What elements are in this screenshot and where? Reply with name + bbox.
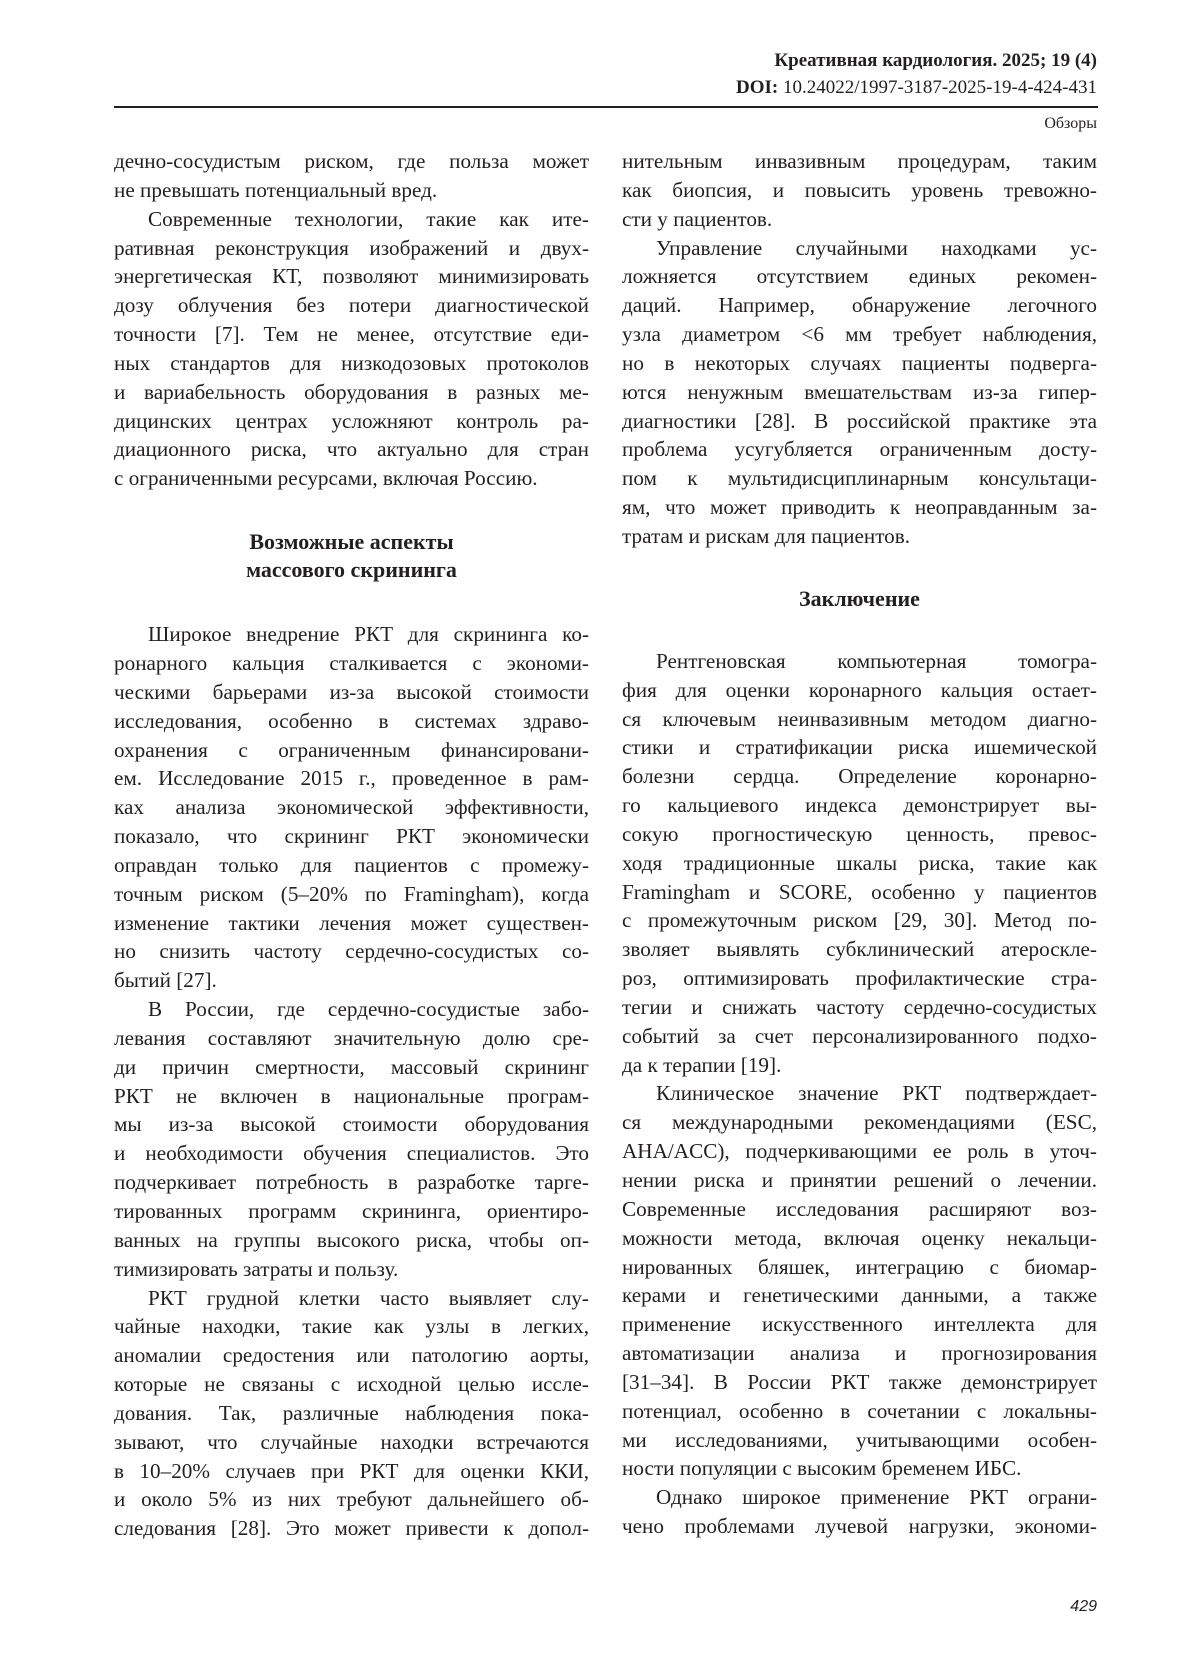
text-line: не превышать потенциальный вред. [114,177,438,202]
text-line: оправдан только для пациентов с промежу- [114,852,589,877]
text-line: тимизировать затраты и пользу. [114,1256,399,1281]
text-line: дозу облучения без потери диагностической [114,293,589,318]
paragraph [114,995,589,1283]
section-heading-line: Возможные аспекты [249,529,454,555]
text-line: ди причин смертности, массовый скрининг [114,1054,589,1079]
text-line: Рентгеновская компьютерная томогра- [656,648,1097,673]
text-line: исследования, особенно в системах здраво- [114,708,589,733]
doi [736,77,1097,99]
text-line: в 10–20% случаев при РКТ для оценки ККИ, [114,1458,589,1483]
section-heading [114,528,589,584]
text-line: потенциал, особенно в сочетании с локальны- [622,1398,1097,1423]
text-line: проблема усугубляется ограниченным досту- [622,437,1097,462]
text-line: керами и генетическими данными, а также [622,1283,1097,1308]
text-line: ронарного кальция сталкивается с экономи- [114,650,589,675]
text-line: ми исследованиями, учитывающими особен- [622,1427,1097,1452]
doi-label: DOI: [736,77,779,98]
paragraph [114,1284,589,1544]
text-line: В России, где сердечно-сосудистые забо- [148,997,589,1022]
left-column [114,147,589,1543]
text-line: ративная реконструкция изображений и двух- [114,235,589,260]
text-line: нении риска и принятии решений о лечении. [622,1168,1097,1192]
paragraph [622,1483,1097,1541]
text-line: Современные исследования расширяют воз- [622,1196,1097,1221]
text-line: ности популяции с высоким бременем ИБС. [622,1456,1022,1481]
text-line: ются ненужным вмешательствам из-за гипер- [622,379,1097,404]
text-line: изменение тактики лечения может существен- [114,910,589,935]
text-line: роз, оптимизировать профилактические стра- [622,966,1097,991]
text-line: Управление случайными находками ус- [656,235,1097,260]
text-line: фия для оценки коронарного кальция остает- [622,677,1097,702]
header-rule [114,106,1098,108]
text-line: чено проблемами лучевой нагрузки, экономи- [622,1514,1097,1539]
text-line: Однако широкое применение РКТ ограни- [656,1485,1097,1510]
text-line: зволяет выявлять субклинический атероскле- [622,937,1097,962]
text-line: ся международными рекомендациями (ESC, [622,1110,1097,1135]
text-line: аномалии средостения или патологию аорты, [114,1343,589,1368]
text-line: показало, что скрининг РКТ экономически [114,824,589,849]
text-line: но снизить частоту сердечно-сосудистых со- [114,939,589,964]
text-line: AHA/ACC), подчеркивающими ее роль в уточ- [622,1139,1097,1164]
text-line: дицинских центрах усложняют контроль ра- [114,408,589,433]
text-line: можности метода, включая оценку некальци- [622,1225,1097,1250]
text-line: зывают, что случайные находки встречаются [114,1429,589,1454]
text-line: диационного риска, что актуально для стран [114,437,589,462]
text-line: автоматизации анализа и прогнозирования [622,1341,1097,1366]
text-line: и вариабельность оборудования в разных ме- [114,379,589,404]
text-line: РКТ грудной клетки часто выявляет слу- [148,1285,589,1310]
text-line: РКТ не включен в национальные програм- [114,1083,589,1108]
text-line: и около 5% из них требуют дальнейшего об- [114,1487,589,1512]
text-line: ных стандартов для низкодозовых протоколов [114,350,589,375]
section-heading-line: массового скрининга [246,557,457,583]
text-line: да к терапии [19]. [622,1052,782,1077]
text-line: узла диаметром <6 мм требует наблюдения, [622,322,1097,347]
section-label: Обзоры [1044,115,1097,132]
text-line: с ограниченными ресурсами, включая Россию. [114,466,538,491]
text-line: нительным инвазивным процедурам, таким [622,149,1097,173]
text-line: тированных программ скрининга, ориентиро- [114,1199,589,1223]
text-line: даций. Например, обнаружение легочного [622,293,1097,318]
paragraph [114,205,589,493]
right-column [622,147,1097,1541]
text-line: Клиническое значение РКТ подтверждает- [656,1081,1097,1106]
text-line: тегии и снижать частоту сердечно-сосудистых [622,994,1097,1019]
paragraph [114,620,589,995]
journal-title: Креативная кардиология. 2025; 19 (4) [774,50,1097,71]
text-line: применение искусственного интеллекта для [622,1312,1097,1337]
text-line: болезни сердца. Определение коронарно- [622,764,1097,789]
text-line: левания составляют значительную долю сре- [114,1025,589,1050]
text-line: [31–34]. В России РКТ также демонстрирует [622,1369,1097,1394]
text-line: подчеркивает потребность в разработке тарге- [114,1170,589,1195]
text-line: дования. Так, различные наблюдения пока- [114,1400,589,1425]
text-line: точности [7]. Тем не менее, отсутствие еди- [114,322,589,347]
text-line: мы из-за высокой стоимости оборудования [114,1112,589,1137]
text-line: Современные технологии, такие как ите- [148,206,589,231]
section-heading: Заключение [799,585,920,611]
text-line: ходя традиционные шкалы риска, такие как [622,850,1097,875]
text-line: ках анализа экономической эффективности, [114,795,589,820]
text-line: событий за счет персонализированного подхо- [622,1023,1097,1048]
text-line: и необходимости обучения специалистов. Это [114,1141,589,1166]
text-line: стики и стратификации риска ишемической [622,735,1097,760]
text-line: тратам и рискам для пациентов. [622,523,911,548]
text-line: как биопсия, и повысить уровень тревожно- [622,177,1097,202]
text-line: следования [28]. Это может привести к допол- [114,1516,589,1541]
text-line: Широкое внедрение РКТ для скрининга ко- [148,622,589,647]
text-line: диагностики [28]. В российской практике эта [622,408,1097,433]
text-line: пом к мультидисциплинарным консультаци- [622,466,1097,491]
text-line: ся ключевым неинвазивным методом диагно- [622,706,1097,731]
paragraph [622,234,1097,551]
paragraph [622,1079,1097,1483]
text-line: ческими барьерами из-за высокой стоимости [114,679,589,704]
text-line: ложняется отсутствием единых рекомен- [622,264,1097,289]
text-line: которые не связаны с исходной целью иссле- [114,1372,589,1397]
text-line: сокую прогностическую ценность, превос- [622,821,1097,846]
text-line: го кальциевого индекса демонстрирует вы- [622,793,1097,818]
text-line: с промежуточным риском [29, 30]. Метод по- [622,908,1097,933]
paragraph [622,147,1097,234]
text-line: но в некоторых случаях пациенты подверга- [622,350,1097,375]
paragraph [622,647,1097,1080]
text-line: ем. Исследование 2015 г., проведенное в рам- [114,766,589,791]
text-line: энергетическая КТ, позволяют минимизировать [114,264,589,289]
text-line: охранения с ограниченным финансировани- [114,737,589,762]
text-line: Framingham и SCORE, особенно у пациентов [622,879,1097,904]
text-line: точным риском (5–20% по Framingham), когда [114,881,589,906]
doi-value: 10.24022/1997-3187-2025-19-4-424-431 [778,77,1097,98]
text-line: дечно-сосудистым риском, где польза может [114,149,589,173]
page-number: 429 [1070,1598,1097,1615]
text-line: сти у пациентов. [622,206,773,231]
text-line: ям, что может приводить к неоправданным за- [622,495,1097,520]
text-line: нированных бляшек, интеграцию с биомар- [622,1254,1097,1279]
paragraph [114,147,589,205]
text-line: чайные находки, такие как узлы в легких, [114,1314,589,1339]
text-line: бытий [27]. [114,968,217,993]
text-line: ванных на группы высокого риска, чтобы оп- [114,1227,589,1252]
